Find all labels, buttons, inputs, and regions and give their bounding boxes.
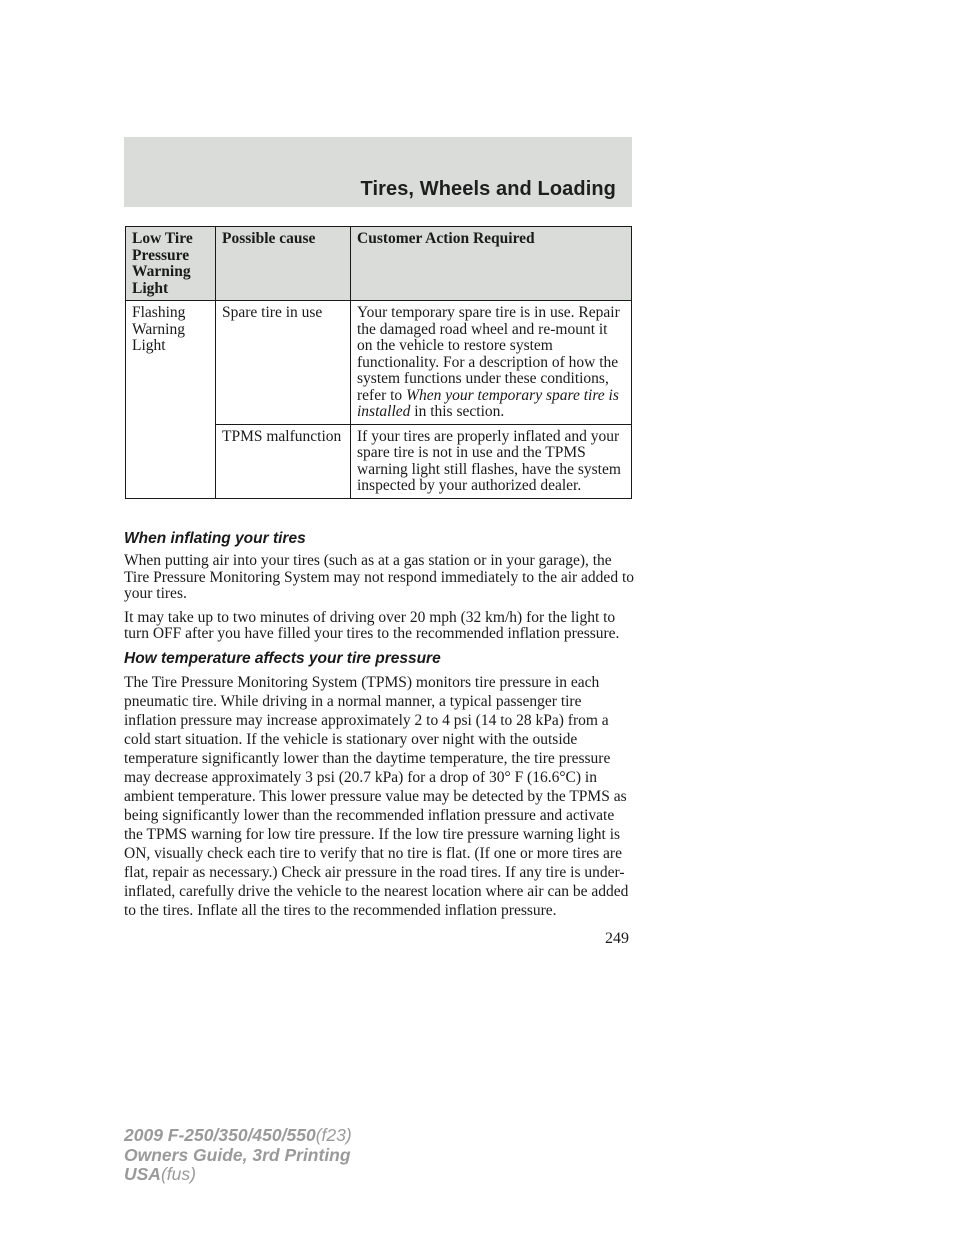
action-text: Your temporary spare tire is in use. Repair the damaged road wheel and re-mount it on the vehicle to restore system functionality. For a description of how the system functions under these conditions, refer to <box>357 304 620 404</box>
section-header-band <box>124 137 632 207</box>
cross-reference-text: When your temporary spare tire is installed <box>357 386 619 420</box>
footer-line-guide: Owners Guide, 3rd Printing <box>124 1144 351 1165</box>
table-row <box>126 301 632 425</box>
body-content <box>124 530 636 927</box>
footer-model-code: (f23) <box>315 1125 352 1145</box>
paragraph: The Tire Pressure Monitoring System (TPMS) monitors tire pressure in each pneumatic tire. While driving in a normal manner, a typical passenger tire inflation pressure may increase approximately 2 to 4 psi (14 to 28 kPa) from a cold start situation. If the vehicle is stationary over night with the outside temperature significantly lower than the daytime temperature, the tire pressure may decrease approximately 3 psi (20.7 kPa) for a drop of 30° F (16.6°C) in ambient temperature. This lower pressure value may be detected by the TPMS as being significantly lower than the recommended inflation pressure and activate the TPMS warning for low tire pressure. If the low tire pressure warning light is ON, visually check each tire to verify that no tire is flat. (If one or more tires are flat, repair as necessary.) Check air pressure in the road tires. If any tire is under-inflated, carefully drive the vehicle to the nearest location where air can be added to the tires. Inflate all the tires to the recommended inflation pressure. <box>124 673 629 919</box>
column-header-customer-action: Customer Action Required <box>351 227 632 301</box>
page-number: 249 <box>605 930 629 947</box>
footer-region-code: (fus) <box>160 1164 196 1184</box>
footer-line-region <box>124 1165 352 1185</box>
possible-cause-cell: TPMS malfunction <box>216 424 351 498</box>
warning-light-cell: Flashing Warning Light <box>126 301 216 499</box>
footer-model: 2009 F-250/350/450/550 <box>124 1125 316 1145</box>
action-text-end: in this section. <box>410 403 505 420</box>
heading-temperature: How temperature affects your tire pressure <box>124 649 441 667</box>
possible-cause-cell: Spare tire in use <box>216 301 351 425</box>
footer-region: USA <box>124 1164 161 1184</box>
document-footer <box>124 1126 352 1185</box>
paragraph: When putting air into your tires (such as at a gas station or in your garage), the Tire Pressure Monitoring System may not respond immediately to the air added to your tires. <box>124 552 634 602</box>
heading-inflating-tires: When inflating your tires <box>124 530 306 547</box>
table-header-row <box>126 227 632 301</box>
column-header-warning-light: Low Tire Pressure Warning Light <box>126 227 216 301</box>
column-header-possible-cause: Possible cause <box>216 227 351 301</box>
customer-action-cell: If your tires are properly inflated and your spare tire is not in use and the TPMS warning light still flashes, have the system inspected by your authorized dealer. <box>351 424 632 498</box>
customer-action-cell <box>351 301 632 425</box>
section-title: Tires, Wheels and Loading <box>360 178 616 200</box>
paragraph: It may take up to two minutes of driving over 20 mph (32 km/h) for the light to turn OFF after you have filled your tires to the recommended inflation pressure. <box>124 608 620 642</box>
tpms-warning-table <box>125 226 632 499</box>
footer-line-model <box>124 1126 352 1146</box>
